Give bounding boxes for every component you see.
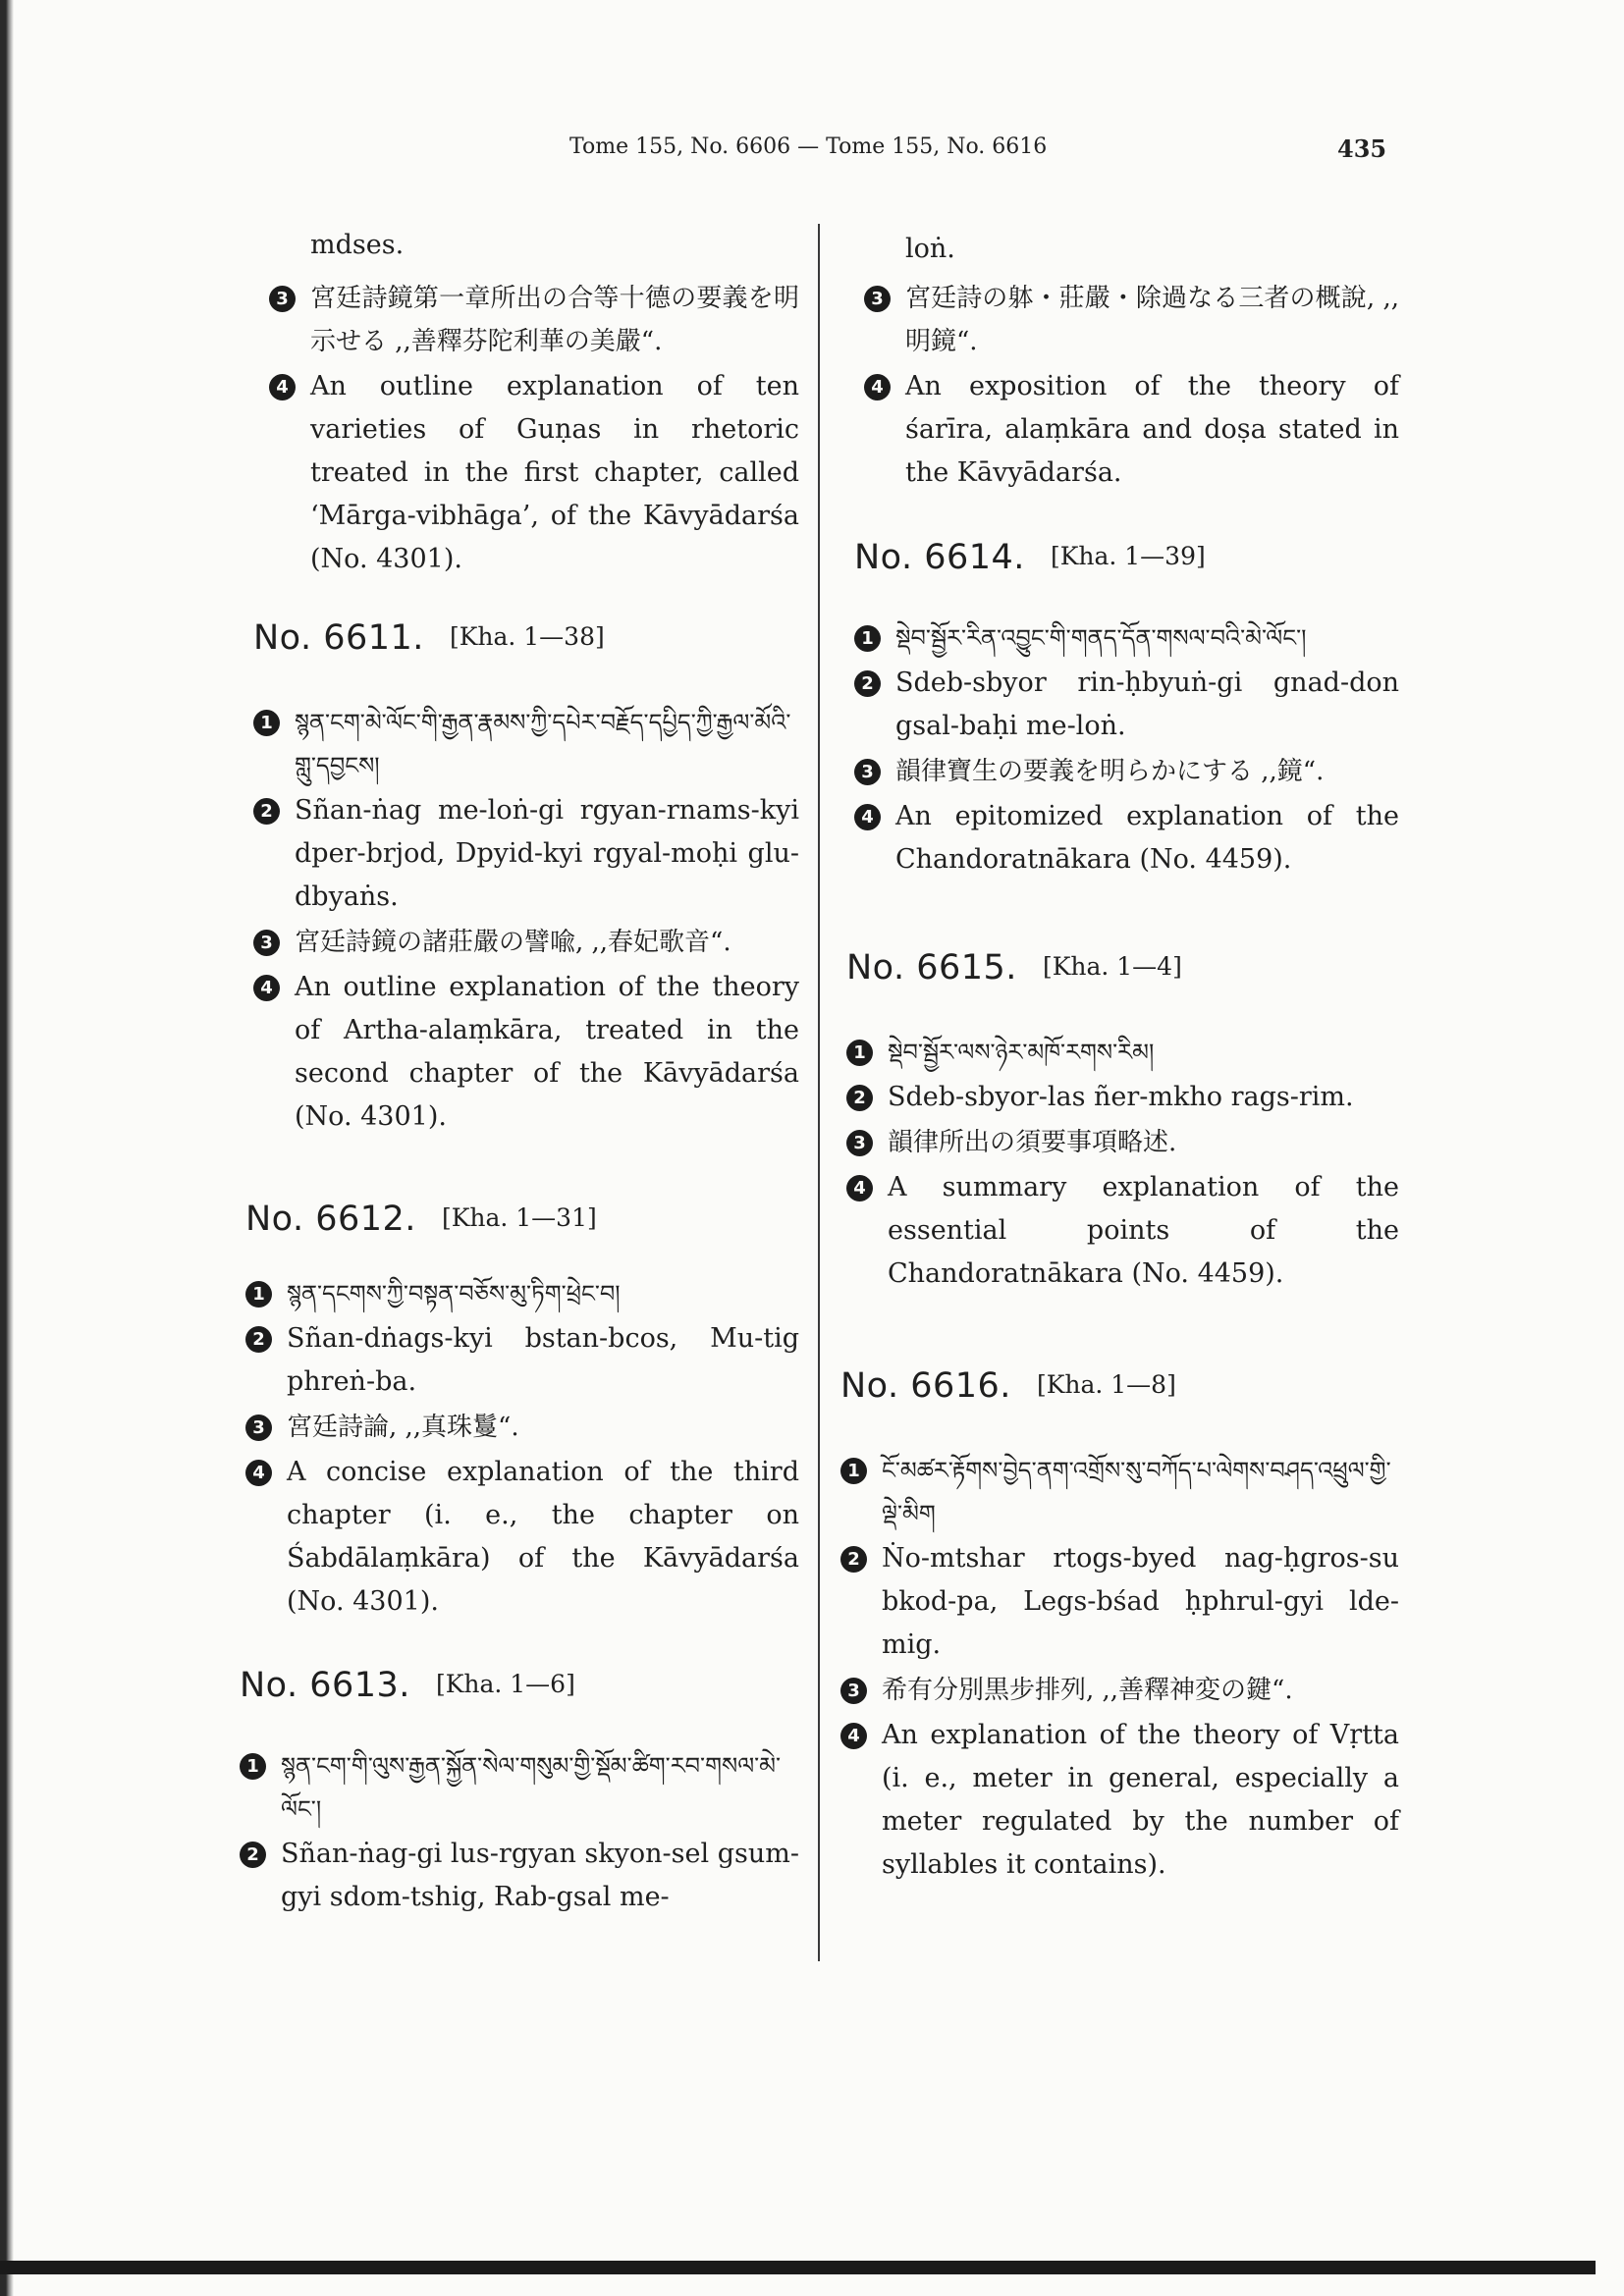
- transliteration: 2 Sñan-dṅags-kyi bstan-bcos, Mu-tig phreṅ-ba.: [245, 1317, 799, 1404]
- entry-6611: [253, 618, 799, 1141]
- right-continuation: loṅ.: [905, 234, 955, 264]
- list-item: 4 An outline explanation of ten varieties of Guṇas in rhetoric treated in the first chapter, called ‘Mārga-vibhāga’, of the Kāvyādarśa (No. 4301).: [269, 365, 799, 581]
- entry-reference: [Kha. 1—38]: [449, 622, 605, 651]
- list-item: 3 宮廷詩鏡第一章所出の合等十德の要義を明示せる ,,善釋芬陀利華の美嚴“.: [269, 277, 799, 363]
- transliteration: 2 Sñan-ṅag me-loṅ-gi rgyan-rnams-kyi dper-brjod, Dpyid-kyi rgyal-moḥi glu-dbyaṅs.: [253, 789, 799, 919]
- tibetan-title: 1 སྙན་ངག་གི་ལུས་རྒྱན་སྐྱོན་སེལ་གསུམ་གྱི་སྡོམ་ཚིག་རབ་གསལ་མེ་ལོང་།: [240, 1744, 799, 1831]
- tibetan-title: 1 སྡེབ་སྦྱོར་ལས་ཉེར་མཁོ་རགས་རིམ།: [846, 1031, 1399, 1074]
- circled-number-4-icon: 4: [253, 975, 280, 1001]
- circled-number-2-icon: 2: [253, 798, 280, 825]
- circled-number-1-icon: 1: [240, 1753, 266, 1780]
- english-description: 4 An outline explanation of the theory of Artha-alaṃkāra, treated in the second chapter of the Kāvyādarśa (No. 4301).: [253, 966, 799, 1139]
- japanese-title: 3 宮廷詩論, ,,真珠鬘“.: [245, 1406, 799, 1449]
- entry-number: No. 6611.: [253, 618, 424, 658]
- entry-number: No. 6613.: [240, 1666, 410, 1705]
- entry-6615: [846, 948, 1399, 1298]
- circled-number-1-icon: 1: [854, 625, 881, 652]
- entry-reference: [Kha. 1—39]: [1050, 542, 1206, 570]
- entry-heading: [840, 1366, 1399, 1406]
- entry-heading: [253, 618, 799, 658]
- english-description: 4 A summary explanation of the essential points of the Chandoratnākara (No. 4459).: [846, 1166, 1399, 1296]
- transliteration: 2 Sñan-ṅag-gi lus-rgyan skyon-sel gsum-gyi sdom-tshig, Rab-gsal me-: [240, 1833, 799, 1919]
- japanese-title: 3 希有分別黒步排列, ,,善釋神変の鍵“.: [840, 1669, 1399, 1712]
- entry-heading: [245, 1200, 799, 1239]
- circled-number-2-icon: 2: [846, 1085, 873, 1111]
- circled-number-4-icon: 4: [245, 1460, 272, 1486]
- tibetan-title: 1 སྙན་དངགས་ཀྱི་བསྟན་བཅོས་མུ་ཏིག་ཕྲེང་བ།: [245, 1272, 799, 1315]
- transliteration: 2 Sdeb-sbyor rin-ḥbyuṅ-gi gnad-don gsal-baḥi me-loṅ.: [854, 662, 1399, 748]
- japanese-title: 3 韻律所出の須要事項略述.: [846, 1121, 1399, 1164]
- circled-number-2-icon: 2: [854, 670, 881, 697]
- circled-number-2-icon: 2: [240, 1842, 266, 1868]
- transliteration: 2 Ṅo-mtshar rtogs-byed nag-ḥgros-su bkod-pa, Legs-bśad ḥphrul-gyi lde-mig.: [840, 1537, 1399, 1667]
- tibetan-title: 1 སྡེབ་སྦྱོར་རིན་འབྱུང་གི་གནད་དོན་གསལ་བའི་མེ་ལོང་།: [854, 616, 1399, 660]
- transliteration: 2 Sdeb-sbyor-las ñer-mkho rags-rim.: [846, 1076, 1399, 1119]
- circled-number-3-icon: 3: [840, 1678, 867, 1704]
- circled-number-1-icon: 1: [840, 1458, 867, 1484]
- circled-number-4-icon: 4: [269, 374, 296, 400]
- english-description: 4 An explanation of the theory of Vṛtta (i. e., meter in general, especially a meter regulated by the number of syllables it contains).: [840, 1714, 1399, 1887]
- circled-number-3-icon: 3: [846, 1130, 873, 1156]
- circled-number-2-icon: 2: [245, 1326, 272, 1353]
- entry-6616: [840, 1366, 1399, 1889]
- entry-heading: [846, 948, 1399, 988]
- circled-number-4-icon: 4: [854, 804, 881, 830]
- list-item: 3 宮廷詩の躰・莊嚴・除過なる三者の概說, ,,明鏡“.: [864, 277, 1399, 363]
- circled-number-1-icon: 1: [253, 710, 280, 736]
- right-top-items: [864, 277, 1399, 497]
- circled-number-4-icon: 4: [846, 1175, 873, 1201]
- tibetan-title: 1 སྙན་ངག་མེ་ལོང་གི་རྒྱན་རྣམས་ཀྱི་དཔེར་བརྗོད་དཔྱིད་ཀྱི་རྒྱལ་མོའི་གླུ་དབྱངས།: [253, 701, 799, 787]
- circled-number-3-icon: 3: [253, 930, 280, 956]
- list-item: 4 An exposition of the theory of śarīra, alaṃkāra and doṣa stated in the Kāvyādarśa.: [864, 365, 1399, 495]
- bottom-scan-border: [0, 2261, 1596, 2274]
- entry-6614: [854, 538, 1399, 883]
- entry-number: No. 6616.: [840, 1366, 1011, 1406]
- entry-reference: [Kha. 1—8]: [1036, 1370, 1176, 1399]
- entry-number: No. 6614.: [854, 538, 1025, 577]
- tibetan-title: 1 ངོ་མཚར་རྟོགས་བྱེད་ནག་འགྲོས་སུ་བཀོད་པ་ལེགས་བཤད་འཕྲུལ་གྱི་ལྡེ་མིག: [840, 1449, 1399, 1535]
- running-header: Tome 155, No. 6606 — Tome 155, No. 6616: [569, 134, 1048, 159]
- japanese-title: 3 宮廷詩鏡の諸莊嚴の譬喩, ,,春妃歌音“.: [253, 921, 799, 964]
- circled-number-3-icon: 3: [245, 1415, 272, 1441]
- left-continuation: mdses.: [310, 230, 405, 260]
- circled-number-3-icon: 3: [854, 759, 881, 785]
- english-description: 4 An epitomized explanation of the Chandoratnākara (No. 4459).: [854, 795, 1399, 881]
- left-top-items: [269, 277, 799, 583]
- entry-reference: [Kha. 1—6]: [435, 1670, 575, 1698]
- entry-6612: [245, 1200, 799, 1626]
- english-description: 4 A concise explanation of the third chapter (i. e., the chapter on Śabdālaṃkāra) of the Kāvyādarśa (No. 4301).: [245, 1451, 799, 1624]
- circled-number-4-icon: 4: [864, 374, 891, 400]
- circled-number-1-icon: 1: [846, 1040, 873, 1066]
- circled-number-1-icon: 1: [245, 1281, 272, 1308]
- entry-6613: [240, 1666, 799, 1921]
- entry-number: No. 6615.: [846, 948, 1017, 988]
- entry-number: No. 6612.: [245, 1200, 416, 1239]
- column-divider: [818, 224, 820, 1961]
- entry-reference: [Kha. 1—31]: [441, 1203, 597, 1232]
- entry-heading: [854, 538, 1399, 577]
- circled-number-4-icon: 4: [840, 1723, 867, 1749]
- circled-number-3-icon: 3: [864, 286, 891, 312]
- entry-heading: [240, 1666, 799, 1705]
- entry-reference: [Kha. 1—4]: [1042, 952, 1182, 981]
- circled-number-2-icon: 2: [840, 1546, 867, 1573]
- page-binding-edge: [0, 0, 14, 2296]
- japanese-title: 3 韻律寶生の要義を明らかにする ,,鏡“.: [854, 750, 1399, 793]
- page-number: 435: [1337, 134, 1387, 163]
- circled-number-3-icon: 3: [269, 286, 296, 312]
